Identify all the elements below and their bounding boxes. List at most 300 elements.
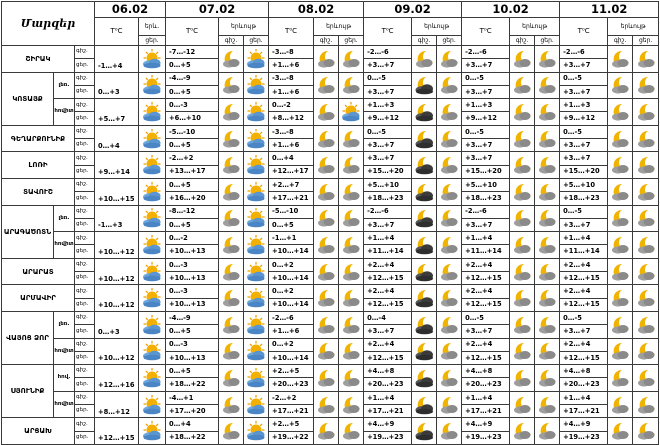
temp-value: +17…+21 bbox=[269, 192, 314, 205]
table-row bbox=[2, 125, 659, 138]
region-name: ԱՐՑԱԽ bbox=[2, 418, 75, 445]
moon-cloud-icon bbox=[219, 338, 244, 365]
region-name: ՎԱՅՈՑ ՁՈՐ bbox=[2, 311, 54, 364]
partly-sunny-icon bbox=[244, 205, 269, 232]
subregion-label: լեռ. bbox=[54, 311, 75, 338]
temp-value: +10…+12 bbox=[95, 232, 139, 259]
partly-sunny-icon bbox=[339, 99, 364, 126]
region-name: ԳԵՂԱՐՔՈՒՆԻՔ bbox=[2, 125, 75, 152]
temp-value: +1…+6 bbox=[269, 85, 314, 98]
partly-sunny-icon bbox=[244, 178, 269, 205]
table-row bbox=[2, 178, 659, 191]
weather-header: երևույթ bbox=[608, 18, 659, 36]
subregion-label: լեռ. bbox=[54, 72, 75, 99]
temp-value: +2…+4 bbox=[364, 338, 412, 351]
day-subheader: ցեր. bbox=[535, 36, 560, 46]
temp-header: T⁰C bbox=[462, 18, 510, 46]
temp-value: +9…+14 bbox=[95, 152, 139, 179]
night-cloudy-icon bbox=[412, 125, 437, 152]
temp-value: +2…+4 bbox=[462, 338, 510, 351]
temp-value: -1…+4 bbox=[95, 46, 139, 73]
moon-cloud-icon bbox=[633, 258, 659, 285]
weather-header: երևույթ bbox=[412, 18, 462, 36]
temp-value: +5…+10 bbox=[462, 178, 510, 191]
weather-header: երևույթ bbox=[219, 18, 269, 36]
temp-value: +10…+12 bbox=[95, 338, 139, 365]
temp-value: 0…-3 bbox=[166, 258, 219, 271]
partly-sunny-icon bbox=[139, 338, 166, 365]
moon-cloud-icon bbox=[219, 178, 244, 205]
temp-value: 0…-2 bbox=[166, 232, 219, 245]
partly-sunny-icon bbox=[139, 311, 166, 338]
moon-cloud-icon bbox=[633, 285, 659, 312]
night-label: գիշ. bbox=[75, 72, 95, 85]
moon-cloud-icon bbox=[633, 311, 659, 338]
moon-cloud-icon bbox=[219, 365, 244, 392]
moon-cloud-icon bbox=[633, 72, 659, 99]
table-row bbox=[2, 46, 659, 59]
day-label: ցեր. bbox=[75, 405, 95, 418]
temp-value: 0…+5 bbox=[166, 59, 219, 72]
partly-sunny-icon bbox=[244, 391, 269, 418]
moon-cloud-icon bbox=[437, 311, 462, 338]
moon-cloud-icon bbox=[437, 205, 462, 232]
temp-value: 0…+4 bbox=[166, 418, 219, 431]
partly-sunny-icon bbox=[139, 365, 166, 392]
temp-value: +9…+12 bbox=[560, 112, 608, 125]
temp-value: +3…+7 bbox=[560, 85, 608, 98]
moon-cloud-icon bbox=[633, 152, 659, 179]
moon-cloud-icon bbox=[633, 99, 659, 126]
partly-sunny-icon bbox=[244, 258, 269, 285]
table-row bbox=[2, 258, 659, 271]
day-subheader: ցեր. bbox=[437, 36, 462, 46]
moon-cloud-icon bbox=[633, 46, 659, 73]
moon-cloud-icon bbox=[510, 418, 535, 445]
temp-value: +2…+5 bbox=[269, 365, 314, 378]
night-label: գիշ. bbox=[75, 258, 95, 271]
moon-cloud-icon bbox=[608, 152, 633, 179]
temp-value: 0…+2 bbox=[269, 258, 314, 271]
temp-value: +17…+21 bbox=[269, 405, 314, 418]
partly-sunny-icon bbox=[244, 72, 269, 99]
night-cloudy-icon bbox=[412, 338, 437, 365]
temp-value: 0…-5 bbox=[560, 72, 608, 85]
moon-cloud-icon bbox=[608, 311, 633, 338]
night-label: գիշ. bbox=[75, 232, 95, 245]
temp-value: +3…+7 bbox=[560, 59, 608, 72]
day-subheader: ցեր. bbox=[633, 36, 659, 46]
partly-sunny-icon bbox=[244, 418, 269, 445]
temp-value: +12…+15 bbox=[560, 298, 608, 311]
night-cloudy-icon bbox=[412, 285, 437, 312]
day-label: ցեր. bbox=[75, 298, 95, 311]
partly-sunny-icon bbox=[139, 205, 166, 232]
partly-sunny-icon bbox=[244, 46, 269, 73]
partly-sunny-icon bbox=[139, 418, 166, 445]
temp-header: T⁰C bbox=[364, 18, 412, 46]
temp-value: +12…+16 bbox=[95, 365, 139, 392]
temp-value: -4…+1 bbox=[166, 391, 219, 404]
temp-value: 0…-5 bbox=[560, 311, 608, 324]
day-label: ցեր. bbox=[75, 245, 95, 258]
date-header: 08.02 bbox=[269, 2, 364, 18]
partly-sunny-icon bbox=[139, 99, 166, 126]
temp-value: 0…-5 bbox=[462, 311, 510, 324]
temp-value: -2…-6 bbox=[269, 311, 314, 324]
moon-cloud-icon bbox=[535, 285, 560, 312]
temp-value: +10…+12 bbox=[95, 258, 139, 285]
moon-cloud-icon bbox=[608, 125, 633, 152]
temp-value: -2…-6 bbox=[560, 46, 608, 59]
temp-value: -5…-10 bbox=[269, 205, 314, 218]
subregion-label: հովիտ bbox=[54, 99, 75, 126]
moon-cloud-icon bbox=[608, 178, 633, 205]
moon-cloud-icon bbox=[314, 258, 339, 285]
temp-value: -4…-9 bbox=[166, 311, 219, 324]
temp-value: +20…+23 bbox=[364, 378, 412, 391]
temp-value: +1…+4 bbox=[560, 391, 608, 404]
temp-value: -1…+3 bbox=[95, 205, 139, 232]
moon-cloud-icon bbox=[608, 232, 633, 259]
moon-cloud-icon bbox=[608, 391, 633, 418]
region-name: ԿՈՏԱՅՔ bbox=[2, 72, 54, 125]
temp-value: +8…+12 bbox=[269, 112, 314, 125]
temp-value: +19…+23 bbox=[560, 431, 608, 444]
moon-cloud-icon bbox=[339, 418, 364, 445]
temp-value: +3…+7 bbox=[560, 139, 608, 152]
temp-value: +12…+15 bbox=[462, 351, 510, 364]
temp-value: +5…+7 bbox=[95, 99, 139, 126]
temp-value: +18…+22 bbox=[166, 431, 219, 444]
moon-cloud-icon bbox=[339, 365, 364, 392]
moon-cloud-icon bbox=[219, 418, 244, 445]
table-row bbox=[2, 232, 659, 245]
moon-cloud-icon bbox=[219, 99, 244, 126]
day-label: ցեր. bbox=[75, 112, 95, 125]
moon-cloud-icon bbox=[608, 285, 633, 312]
night-cloudy-icon bbox=[412, 391, 437, 418]
moon-cloud-icon bbox=[535, 418, 560, 445]
temp-value: +1…+4 bbox=[364, 232, 412, 245]
temp-value: +10…+13 bbox=[166, 298, 219, 311]
temp-value: -3…-8 bbox=[269, 72, 314, 85]
night-label: գիշ. bbox=[75, 418, 95, 431]
temp-value: +12…+15 bbox=[462, 298, 510, 311]
partly-sunny-icon bbox=[139, 232, 166, 259]
moon-cloud-icon bbox=[510, 46, 535, 73]
moon-cloud-icon bbox=[219, 46, 244, 73]
temp-value: +4…+8 bbox=[560, 365, 608, 378]
temp-value: +3…+7 bbox=[364, 59, 412, 72]
temp-value: +12…+15 bbox=[95, 418, 139, 445]
moon-cloud-icon bbox=[510, 72, 535, 99]
day-label: ցեր. bbox=[75, 351, 95, 364]
night-subheader: գիշ. bbox=[608, 36, 633, 46]
moon-cloud-icon bbox=[437, 46, 462, 73]
temp-value: +19…+22 bbox=[269, 431, 314, 444]
partly-sunny-icon bbox=[244, 125, 269, 152]
temp-value: +1…+6 bbox=[269, 325, 314, 338]
moon-cloud-icon bbox=[535, 99, 560, 126]
moon-cloud-icon bbox=[339, 338, 364, 365]
weather-header: երևույթ bbox=[314, 18, 364, 36]
region-name: ԱՐԱՐԱՏ bbox=[2, 258, 75, 285]
temp-value: +4…+9 bbox=[364, 418, 412, 431]
moon-cloud-icon bbox=[535, 152, 560, 179]
moon-cloud-icon bbox=[633, 365, 659, 392]
moon-cloud-icon bbox=[437, 178, 462, 205]
moon-cloud-icon bbox=[633, 418, 659, 445]
night-cloudy-icon bbox=[412, 205, 437, 232]
moon-cloud-icon bbox=[608, 72, 633, 99]
moon-cloud-icon bbox=[219, 232, 244, 259]
date-header: 11.02 bbox=[560, 2, 659, 18]
temp-value: 0…-5 bbox=[364, 125, 412, 138]
subregion-label: հով. bbox=[54, 365, 75, 392]
night-label: գիշ. bbox=[75, 285, 95, 298]
moon-cloud-icon bbox=[339, 178, 364, 205]
moon-cloud-icon bbox=[510, 365, 535, 392]
temp-value: +3…+7 bbox=[364, 218, 412, 231]
moon-cloud-icon bbox=[437, 125, 462, 152]
temp-value: 0…+2 bbox=[269, 285, 314, 298]
temp-value: -2…-6 bbox=[364, 205, 412, 218]
date-header: 07.02 bbox=[166, 2, 269, 18]
moon-cloud-icon bbox=[510, 99, 535, 126]
moon-cloud-icon bbox=[535, 365, 560, 392]
moon-cloud-icon bbox=[314, 391, 339, 418]
temp-value: 0…-5 bbox=[560, 125, 608, 138]
day-label: ցեր. bbox=[75, 85, 95, 98]
temp-value: +8…+12 bbox=[95, 391, 139, 418]
temp-value: +1…+3 bbox=[560, 99, 608, 112]
region-name: ՏԱՎՈՒՇ bbox=[2, 178, 75, 205]
night-subheader: գիշ. bbox=[412, 36, 437, 46]
region-name: ԱՐՄԱՎԻՐ bbox=[2, 285, 75, 312]
moon-cloud-icon bbox=[437, 72, 462, 99]
temp-header: T⁰C bbox=[560, 18, 608, 46]
partly-sunny-icon bbox=[139, 125, 166, 152]
table-row bbox=[2, 152, 659, 165]
table-row bbox=[2, 72, 659, 85]
moon-cloud-icon bbox=[219, 125, 244, 152]
temp-value: +10…+14 bbox=[269, 351, 314, 364]
temp-value: 0…-3 bbox=[166, 338, 219, 351]
night-label: գիշ. bbox=[75, 46, 95, 59]
moon-cloud-icon bbox=[535, 232, 560, 259]
temp-value: +3…+7 bbox=[462, 325, 510, 338]
partly-sunny-icon bbox=[244, 152, 269, 179]
temp-value: 0…+5 bbox=[166, 365, 219, 378]
temp-value: 0…+5 bbox=[166, 139, 219, 152]
partly-sunny-icon bbox=[244, 99, 269, 126]
night-cloudy-icon bbox=[412, 72, 437, 99]
day-label: ցեր. bbox=[75, 59, 95, 72]
moon-cloud-icon bbox=[437, 338, 462, 365]
partly-sunny-icon bbox=[139, 152, 166, 179]
region-name: ԱՐԱԳԱԾՈՏՆ bbox=[2, 205, 54, 258]
night-cloudy-icon bbox=[412, 258, 437, 285]
moon-cloud-icon bbox=[219, 391, 244, 418]
day-subheader: ցեր. bbox=[244, 36, 269, 46]
moon-cloud-icon bbox=[535, 311, 560, 338]
temp-value: +1…+6 bbox=[269, 59, 314, 72]
temp-value: +1…+4 bbox=[462, 232, 510, 245]
temp-value: +1…+4 bbox=[364, 391, 412, 404]
temp-value: +16…+20 bbox=[166, 192, 219, 205]
partly-sunny-icon bbox=[139, 46, 166, 73]
temp-value: +20…+23 bbox=[560, 378, 608, 391]
temp-value: +1…+6 bbox=[269, 139, 314, 152]
date-header: 10.02 bbox=[462, 2, 560, 18]
moon-cloud-icon bbox=[339, 72, 364, 99]
night-subheader: գիշ. bbox=[219, 36, 244, 46]
day-label: ցեր. bbox=[75, 165, 95, 178]
day-subheader: ցեր. bbox=[139, 36, 166, 46]
night-label: գիշ. bbox=[75, 152, 95, 165]
temp-value: +2…+4 bbox=[364, 258, 412, 271]
temp-value: +1…+3 bbox=[462, 99, 510, 112]
night-label: գիշ. bbox=[75, 311, 95, 324]
temp-value: +5…+10 bbox=[560, 178, 608, 191]
region-name: ՇԻՐԱԿ bbox=[2, 46, 75, 73]
moon-cloud-icon bbox=[608, 365, 633, 392]
temp-value: +2…+4 bbox=[462, 258, 510, 271]
moon-cloud-icon bbox=[608, 46, 633, 73]
moon-cloud-icon bbox=[339, 46, 364, 73]
temp-value: +19…+23 bbox=[364, 431, 412, 444]
temp-value: +9…+12 bbox=[462, 112, 510, 125]
day-subheader: ցեր. bbox=[339, 36, 364, 46]
temp-value: +4…+8 bbox=[364, 365, 412, 378]
moon-cloud-icon bbox=[437, 99, 462, 126]
temp-value: +4…+9 bbox=[560, 418, 608, 431]
moon-cloud-icon bbox=[633, 391, 659, 418]
regions-header: Մարզեր bbox=[2, 2, 95, 46]
temp-value: -1…+1 bbox=[269, 232, 314, 245]
temp-value: +20…+23 bbox=[462, 378, 510, 391]
temp-value: -2…+2 bbox=[269, 391, 314, 404]
temp-value: +3…+7 bbox=[364, 139, 412, 152]
temp-value: +3…+7 bbox=[560, 325, 608, 338]
temp-value: -3…-8 bbox=[269, 46, 314, 59]
day-label: ցեր. bbox=[75, 378, 95, 391]
moon-cloud-icon bbox=[510, 258, 535, 285]
temp-value: -7…-12 bbox=[166, 46, 219, 59]
temp-value: +17…+20 bbox=[166, 405, 219, 418]
temp-value: +12…+15 bbox=[560, 272, 608, 285]
table-row bbox=[2, 205, 659, 218]
temp-value: 0…+3 bbox=[95, 72, 139, 99]
moon-cloud-icon bbox=[608, 418, 633, 445]
night-cloudy-icon bbox=[412, 365, 437, 392]
temp-value: +3…+7 bbox=[364, 325, 412, 338]
temp-value: +1…+4 bbox=[462, 391, 510, 404]
moon-cloud-icon bbox=[633, 205, 659, 232]
temp-value: 0…+5 bbox=[166, 325, 219, 338]
temp-value: 0…-3 bbox=[166, 99, 219, 112]
temp-header: T⁰C bbox=[269, 18, 314, 46]
subregion-label: հովիտ bbox=[54, 338, 75, 365]
day-label: ցեր. bbox=[75, 192, 95, 205]
temp-value: +1…+3 bbox=[364, 99, 412, 112]
temp-value: -3…-8 bbox=[269, 125, 314, 138]
moon-cloud-icon bbox=[510, 152, 535, 179]
subregion-label: լեռ. bbox=[54, 205, 75, 232]
moon-cloud-icon bbox=[633, 178, 659, 205]
moon-cloud-icon bbox=[339, 391, 364, 418]
day-label: ցեր. bbox=[75, 218, 95, 231]
temp-value: +12…+15 bbox=[364, 351, 412, 364]
moon-cloud-icon bbox=[314, 232, 339, 259]
moon-cloud-icon bbox=[535, 338, 560, 365]
moon-cloud-icon bbox=[510, 391, 535, 418]
moon-cloud-icon bbox=[219, 258, 244, 285]
moon-cloud-icon bbox=[510, 311, 535, 338]
night-cloudy-icon bbox=[412, 178, 437, 205]
temp-value: +2…+7 bbox=[269, 178, 314, 191]
temp-value: 0…+5 bbox=[166, 218, 219, 231]
moon-cloud-icon bbox=[535, 391, 560, 418]
day-label: ցեր. bbox=[75, 272, 95, 285]
moon-cloud-icon bbox=[633, 338, 659, 365]
temp-header: T⁰C bbox=[166, 18, 219, 46]
temp-value: 0…+2 bbox=[269, 338, 314, 351]
temp-value: -2…-6 bbox=[364, 46, 412, 59]
temp-value: +12…+15 bbox=[364, 272, 412, 285]
weather-header: երև. bbox=[139, 18, 166, 36]
day-label: ցեր. bbox=[75, 325, 95, 338]
moon-cloud-icon bbox=[339, 311, 364, 338]
moon-cloud-icon bbox=[437, 152, 462, 179]
moon-cloud-icon bbox=[339, 285, 364, 312]
temp-value: -4…-9 bbox=[166, 72, 219, 85]
moon-cloud-icon bbox=[510, 232, 535, 259]
temp-value: +4…+8 bbox=[462, 365, 510, 378]
moon-cloud-icon bbox=[219, 152, 244, 179]
temp-value: 0…+4 bbox=[95, 125, 139, 152]
moon-cloud-icon bbox=[437, 391, 462, 418]
day-label: ցեր. bbox=[75, 431, 95, 444]
moon-cloud-icon bbox=[608, 205, 633, 232]
temp-value: +4…+9 bbox=[462, 418, 510, 431]
temp-value: 0…-3 bbox=[166, 285, 219, 298]
subregion-label: հովիտ bbox=[54, 391, 75, 418]
moon-cloud-icon bbox=[437, 365, 462, 392]
moon-cloud-icon bbox=[535, 205, 560, 232]
temp-value: +15…+20 bbox=[560, 165, 608, 178]
temp-value: +3…+7 bbox=[560, 218, 608, 231]
moon-cloud-icon bbox=[437, 258, 462, 285]
temp-value: -2…-6 bbox=[462, 46, 510, 59]
temp-value: 0…-5 bbox=[462, 125, 510, 138]
region-name: ԼՈՌԻ bbox=[2, 152, 75, 179]
moon-cloud-icon bbox=[535, 178, 560, 205]
moon-cloud-icon bbox=[633, 125, 659, 152]
temp-value: +3…+7 bbox=[462, 85, 510, 98]
temp-value: +3…+7 bbox=[462, 139, 510, 152]
temp-value: -2…+2 bbox=[166, 152, 219, 165]
temp-value: +2…+4 bbox=[462, 285, 510, 298]
moon-cloud-icon bbox=[314, 311, 339, 338]
moon-cloud-icon bbox=[219, 72, 244, 99]
temp-value: +10…+12 bbox=[95, 285, 139, 312]
temp-header: T⁰C bbox=[95, 18, 139, 46]
night-label: գիշ. bbox=[75, 205, 95, 218]
temp-value: +12…+15 bbox=[560, 351, 608, 364]
night-label: գիշ. bbox=[75, 99, 95, 112]
